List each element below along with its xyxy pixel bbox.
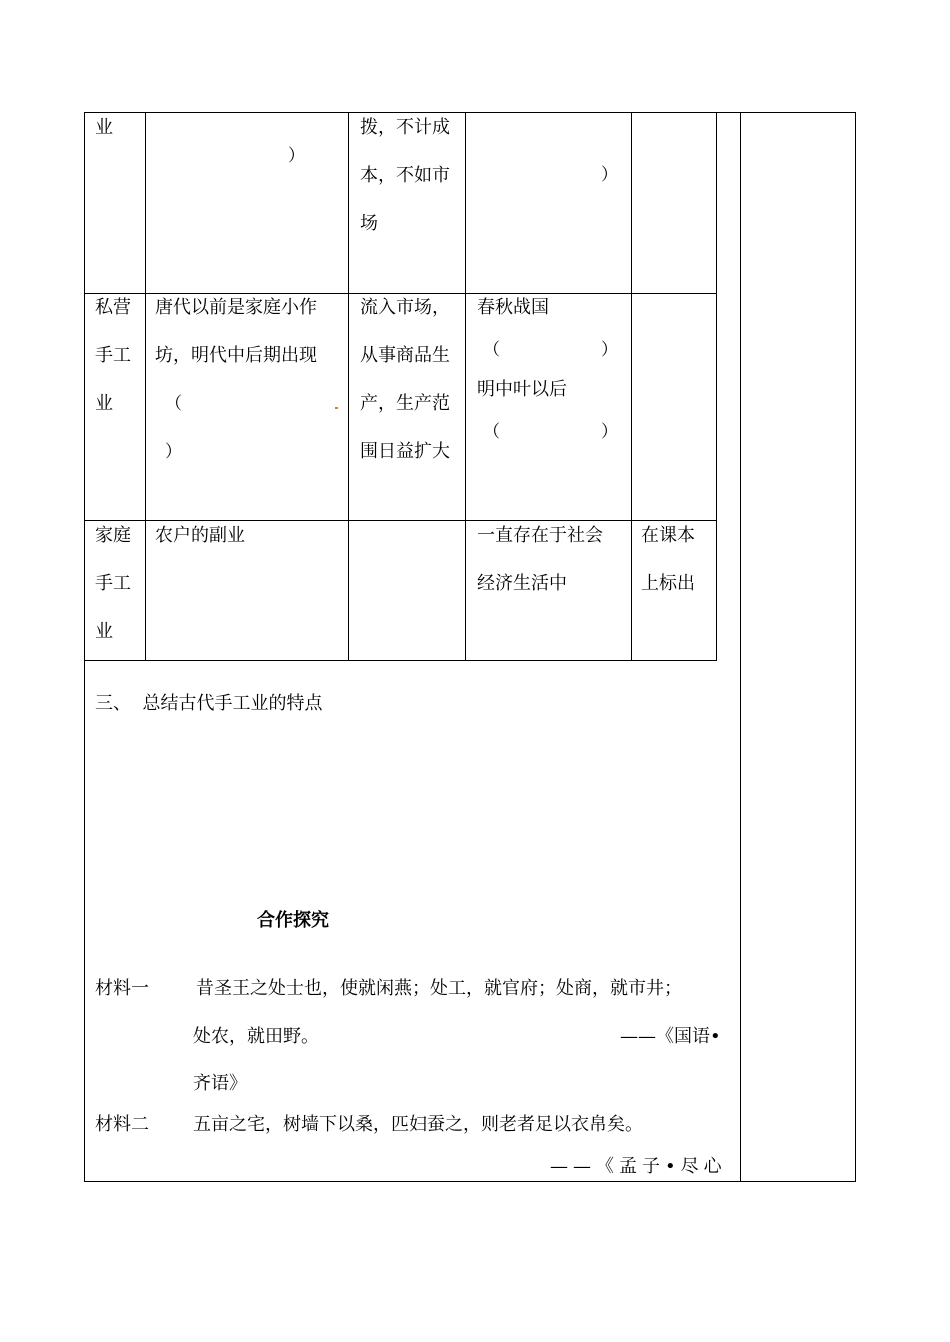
row2-col3-close2: ） [601,422,618,442]
material1-source-a: ——《国语• [620,1026,721,1047]
material1-source-b: 齐语》 [193,1073,247,1094]
table-col-line-4 [631,112,632,661]
row3-col1-text: 农户的副业 [155,525,245,546]
orange-mark [335,407,338,409]
row3-category: 家庭 手工 业 [95,525,131,642]
row2-col1-open-paren: （ [165,394,182,414]
table-row-line-3 [84,660,717,661]
table-col-line-2 [348,112,349,661]
outer-column-divider [740,112,741,1182]
table-col-line-1 [145,112,146,661]
row2-col1-close-paren: ） [165,442,182,462]
row2-col3-line2: 明中叶以后 [477,379,567,400]
row2-col3-open2: （ [483,422,500,442]
table-col-line-0 [84,112,85,661]
row2-col3-open1: （ [483,340,500,360]
material1-line2: 处农，就田野。 [193,1026,319,1047]
row2-col2-text: 流入市场， 从事商品生 产，生产范 围日益扩大 [360,297,450,462]
material1-line1: 昔圣王之处士也，使就闲燕；处工，就官府；处商，就市井； [196,978,682,999]
row1-col2-text: 拨，不计成 本，不如市 场 [360,117,450,234]
row3-col3-text: 一直存在于社会 经济生活中 [477,525,603,594]
material2-source: ——《孟子•尽心 [550,1156,727,1177]
row1-col1-paren: ） [288,146,305,166]
material1-label: 材料一 [95,978,149,999]
row1-col3-paren: ） [601,165,618,185]
table-col-line-5 [716,112,717,661]
row2-col3-line1: 春秋战国 [477,297,549,318]
row2-category: 私营 手工 业 [95,297,131,414]
row1-category: 业 [95,117,113,138]
table-col-line-3 [465,112,466,661]
row2-col1-text: 唐代以前是家庭小作 坊，明代中后期出现 [155,297,317,366]
material2-line1: 五亩之宅，树墙下以桑，匹妇蚕之，则老者足以衣帛矣。 [193,1114,643,1135]
material2-label: 材料二 [95,1114,149,1135]
cooperation-heading: 合作探究 [257,910,329,931]
row3-col4-text: 在课本 上标出 [641,525,695,594]
section3-heading: 三、 总结古代手工业的特点 [95,693,323,714]
row2-col3-close1: ） [601,340,618,360]
